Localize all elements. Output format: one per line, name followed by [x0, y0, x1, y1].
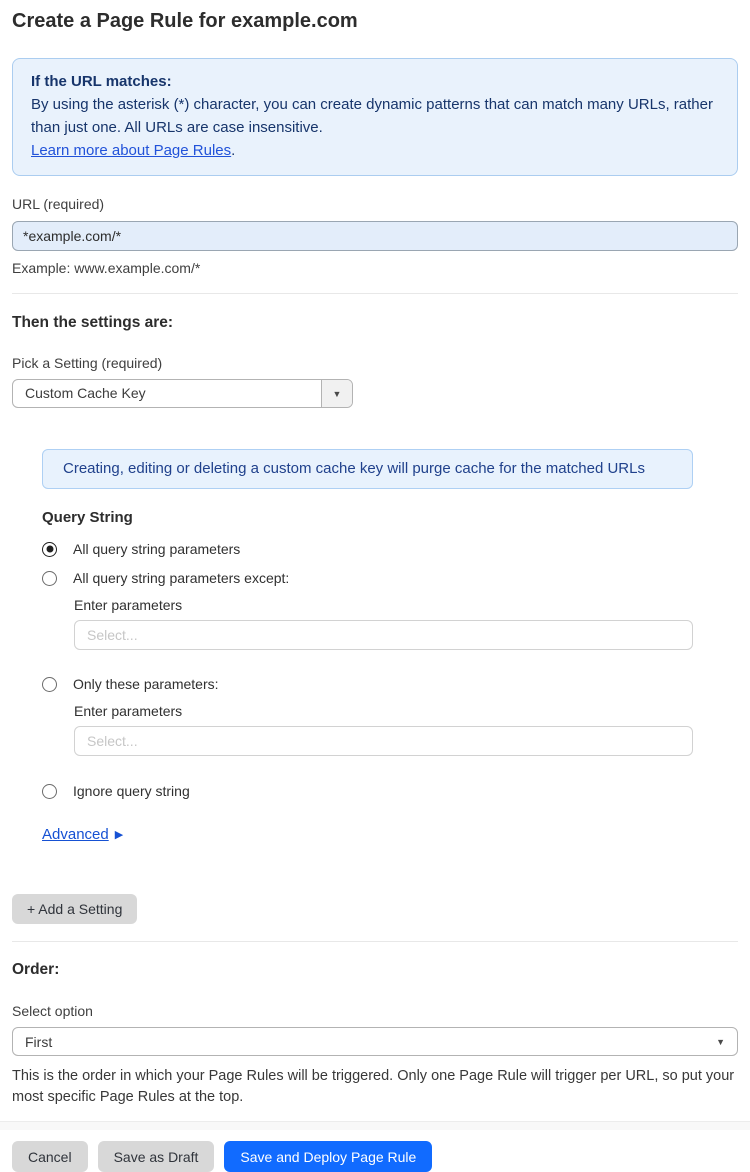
pick-setting-label: Pick a Setting (required)	[12, 355, 163, 371]
url-input[interactable]	[12, 221, 738, 251]
setting-dropdown-value: Custom Cache Key	[25, 385, 146, 401]
only-these-sub-block	[74, 703, 738, 756]
cancel-button[interactable]: Cancel	[12, 1141, 88, 1172]
order-section-heading: Order:	[12, 961, 60, 978]
custom-cache-key-panel	[42, 449, 738, 844]
radio-unselected-icon[interactable]	[42, 784, 57, 799]
divider	[12, 941, 738, 942]
chevron-down-icon: ▼	[332, 388, 342, 399]
radio-label: All query string parameters except:	[73, 570, 290, 586]
order-select-value: First	[25, 1033, 53, 1050]
order-select[interactable]	[12, 1027, 738, 1056]
radio-label: All query string parameters	[73, 541, 241, 557]
only-parameters-input[interactable]	[74, 726, 693, 756]
purge-cache-notice: Creating, editing or deleting a custom cache key will purge cache for the matched URLs	[42, 449, 693, 489]
radio-label: Ignore query string	[73, 783, 190, 799]
enter-parameters-label: Enter parameters	[74, 597, 183, 613]
radio-ignore-query-string[interactable]	[42, 783, 738, 799]
url-match-info-box	[12, 58, 738, 176]
except-parameters-input[interactable]	[74, 620, 693, 650]
footer-buttons	[12, 1141, 738, 1172]
setting-dropdown-arrow-button[interactable]	[321, 380, 352, 407]
radio-only-these[interactable]	[42, 676, 738, 692]
url-label: URL (required)	[12, 196, 105, 212]
radio-all-except[interactable]	[42, 570, 738, 586]
radio-label: Only these parameters:	[73, 676, 219, 692]
info-box-body: By using the asterisk (*) character, you can create dynamic patterns that can match many URLs, rather than just one. All URLs are case insensitive.	[31, 96, 713, 136]
chevron-down-icon: ▼	[716, 1036, 725, 1047]
query-string-heading: Query String	[42, 509, 133, 526]
advanced-link-label: Advanced	[42, 826, 109, 843]
order-help-text: This is the order in which your Page Rules will be triggered. Only one Page Rule will trigger per URL, so put your most specific Page Rules at the top.	[12, 1068, 735, 1105]
info-link-line	[31, 139, 719, 162]
advanced-link[interactable]	[42, 826, 123, 843]
order-select-label: Select option	[12, 1003, 93, 1019]
all-except-sub-block	[74, 597, 738, 650]
radio-selected-icon[interactable]	[42, 542, 57, 557]
settings-section-heading: Then the settings are:	[12, 314, 174, 331]
radio-unselected-icon[interactable]	[42, 571, 57, 586]
info-box-heading: If the URL matches:	[31, 73, 172, 90]
url-example-text: Example: www.example.com/*	[12, 260, 201, 276]
radio-unselected-icon[interactable]	[42, 677, 57, 692]
link-suffix: .	[231, 142, 236, 159]
chevron-right-icon: ▶	[114, 829, 124, 841]
setting-dropdown[interactable]	[12, 379, 353, 408]
save-as-draft-button[interactable]: Save as Draft	[98, 1141, 215, 1172]
page-title: Create a Page Rule for example.com	[12, 10, 358, 32]
save-and-deploy-button[interactable]: Save and Deploy Page Rule	[224, 1141, 432, 1172]
learn-more-link[interactable]: Learn more about Page Rules	[31, 142, 232, 159]
page-background-strip	[0, 1121, 750, 1130]
divider	[12, 293, 738, 294]
radio-all-query-params[interactable]	[42, 541, 738, 557]
add-setting-button[interactable]: + Add a Setting	[12, 894, 137, 924]
enter-parameters-label: Enter parameters	[74, 703, 183, 719]
